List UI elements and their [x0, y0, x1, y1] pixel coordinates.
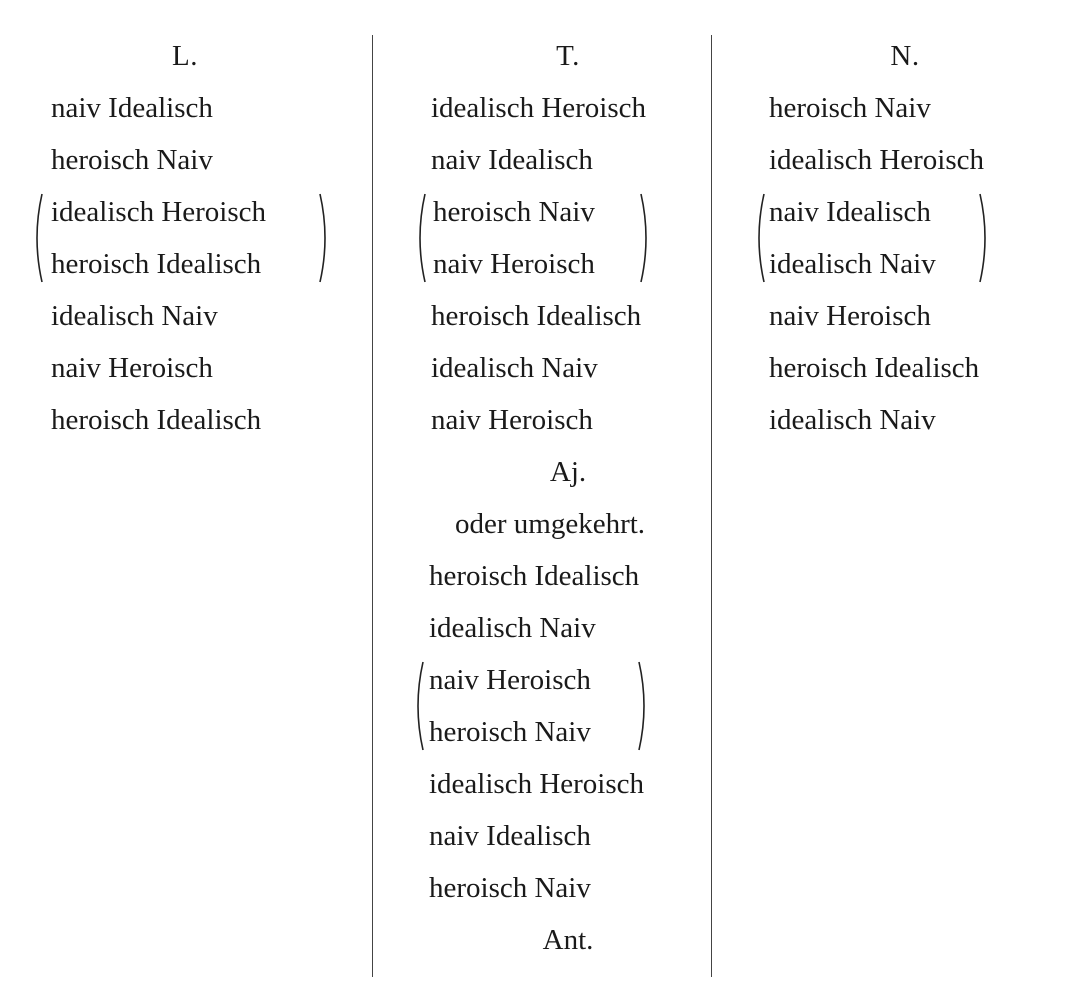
column-divider-left: [372, 35, 373, 977]
text-line: heroisch Naiv: [769, 92, 931, 124]
note-text: oder umgekehrt.: [455, 508, 646, 540]
text-line: idealisch Naiv: [429, 612, 596, 644]
right-parenthesis: [978, 192, 992, 284]
text-line: idealisch Heroisch: [431, 92, 647, 124]
label-aj: Aj.: [549, 456, 587, 488]
left-parenthesis: [413, 192, 427, 284]
text-line: naiv Heroisch: [51, 352, 213, 384]
text-line: naiv Heroisch: [431, 404, 593, 436]
text-line: heroisch Idealisch: [769, 352, 980, 384]
text-line: idealisch Heroisch: [769, 144, 985, 176]
text-line: naiv Heroisch: [433, 248, 595, 280]
parenthesized-pair: [752, 186, 1002, 290]
left-parenthesis: [752, 192, 766, 284]
right-parenthesis: [637, 660, 651, 752]
column-heading-T: T.: [556, 40, 580, 72]
left-parenthesis: [30, 192, 44, 284]
text-line: heroisch Naiv: [429, 872, 591, 904]
text-line: idealisch Naiv: [51, 300, 218, 332]
column-divider-right: [711, 35, 712, 977]
left-parenthesis: [411, 660, 425, 752]
text-line: naiv Heroisch: [769, 300, 931, 332]
text-line: heroisch Naiv: [429, 716, 591, 748]
text-line: heroisch Naiv: [51, 144, 213, 176]
text-line: heroisch Idealisch: [431, 300, 642, 332]
text-line: idealisch Naiv: [431, 352, 598, 384]
right-parenthesis: [639, 192, 653, 284]
text-line: heroisch Naiv: [433, 196, 595, 228]
right-parenthesis: [318, 192, 332, 284]
text-line: heroisch Idealisch: [51, 404, 262, 436]
text-line: naiv Idealisch: [51, 92, 213, 124]
text-line: naiv Idealisch: [429, 820, 591, 852]
parenthesized-pair: [30, 186, 340, 290]
text-line: naiv Idealisch: [431, 144, 593, 176]
column-heading-L: L.: [172, 40, 198, 72]
text-line: idealisch Naiv: [769, 248, 936, 280]
text-line: idealisch Heroisch: [429, 768, 645, 800]
text-line: naiv Idealisch: [769, 196, 931, 228]
text-line: naiv Heroisch: [429, 664, 591, 696]
text-line: idealisch Heroisch: [51, 196, 267, 228]
parenthesized-pair: [411, 654, 661, 758]
text-line: idealisch Naiv: [769, 404, 936, 436]
text-line: heroisch Idealisch: [429, 560, 640, 592]
parenthesized-pair: [413, 186, 663, 290]
column-heading-N: N.: [890, 40, 920, 72]
text-line: heroisch Idealisch: [51, 248, 262, 280]
label-ant: Ant.: [542, 924, 594, 956]
